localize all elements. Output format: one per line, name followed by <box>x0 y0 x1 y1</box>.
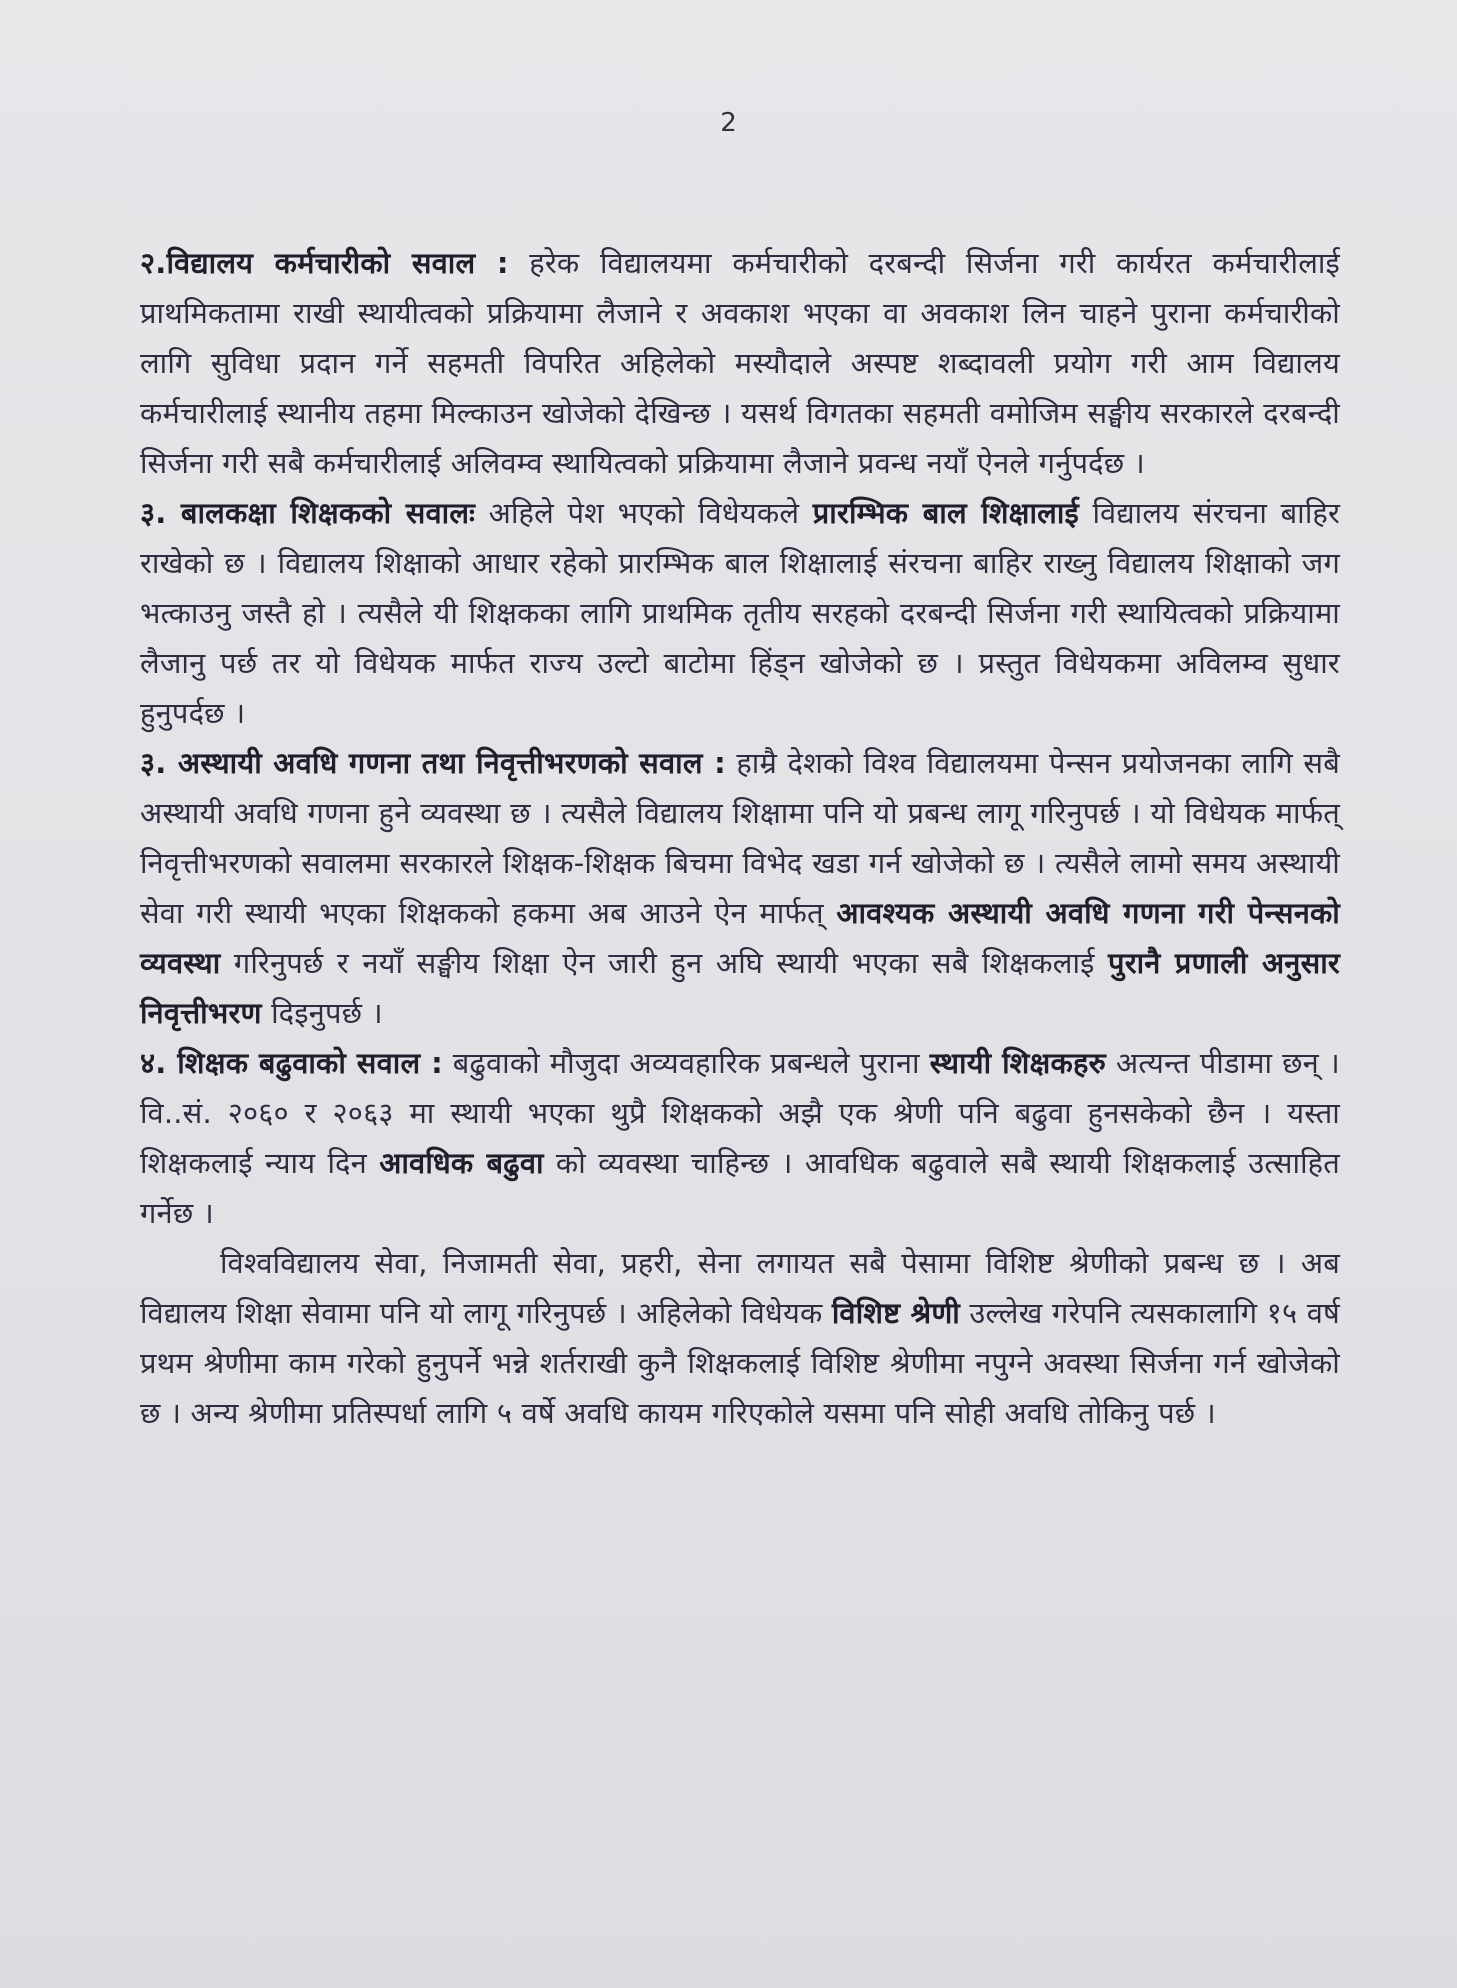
document-body <box>140 238 1340 1438</box>
emphasis-text: विशिष्ट श्रेणी <box>831 1296 960 1330</box>
section-special-grade <box>140 1238 1340 1438</box>
section-text: गरिनुपर्छ र नयाँ सङ्घीय शिक्षा ऐन जारी हुन अघि स्थायी भएका सबै शिक्षकलाई <box>220 946 1109 980</box>
section-text: को व्यवस्था चाहिन्छ । आवधिक बढुवाले सबै स्थायी शिक्षकलाई उत्साहित गर्नेछ । <box>140 1146 1340 1230</box>
emphasis-text: पुरानै प्रणाली अनुसार निवृत्तीभरण <box>140 946 1340 1030</box>
section-heading: ३. बालकक्षा शिक्षकको सवालः <box>140 496 476 530</box>
emphasis-text: स्थायी शिक्षकहरु <box>929 1046 1107 1080</box>
section-text: बढुवाको मौजुदा अव्यवहारिक प्रबन्धले पुराना <box>442 1046 930 1080</box>
emphasis-text: आवधिक बढुवा <box>379 1146 544 1180</box>
section-text: दिइनुपर्छ । <box>261 996 383 1030</box>
section-text: हरेक विद्यालयमा कर्मचारीको दरबन्दी सिर्जना गरी कार्यरत कर्मचारीलाई प्राथमिकतामा राखी स्थायीत्वको प्रक्रियामा लैजाने र अवकाश भएका वा अवकाश लिन चाहने पुराना कर्मचारीको लागि सुविधा प्रदान गर्ने सहमती विपरित अहिलेको मस्यौदाले अस्पष्ट शब्दावली प्रयोग गरी आम विद्यालय कर्मचारीलाई स्थानीय तहमा मिल्काउन खोजेको देखिन्छ । यसर्थ विगतका सहमती वमोजिम सङ्घीय सरकारले दरबन्दी सिर्जना गरी सबै कर्मचारीलाई अलिवम्व स्थायित्वको प्रक्रियामा लैजाने प्रवन्ध नयाँ ऐनले गर्नुपर्दछ । <box>140 246 1341 480</box>
section-text: विश्वविद्यालय सेवा, निजामती सेवा, प्रहरी, सेना लगायत सबै पेसामा विशिष्ट श्रेणीको प्रबन्ध छ । अब विद्यालय शिक्षा सेवामा पनि यो लागू गरिनुपर्छ । अहिलेको विधेयक <box>140 1246 1340 1330</box>
section-text: विद्यालय संरचना बाहिर राखेको छ । विद्यालय शिक्षाको आधार रहेको प्रारम्भिक बाल शिक्षालाई संरचना बाहिर राख्नु विद्यालय शिक्षाको जग भत्काउनु जस्तै हो । त्यसैले यी शिक्षकका लागि प्राथमिक तृतीय सरहको दरबन्दी सिर्जना गरी स्थायित्वको प्रक्रियामा लैजानु पर्छ तर यो विधेयक मार्फत राज्य उल्टो बाटोमा हिंड्न खोजेको छ । प्रस्तुत विधेयकमा अविलम्व सुधार हुनुपर्दछ । <box>140 496 1341 730</box>
section-teacher-promotion-issue <box>140 1038 1340 1238</box>
page-number: 2 <box>720 108 737 138</box>
section-staff-issue <box>140 238 1340 488</box>
section-child-class-teacher-issue <box>140 488 1340 738</box>
section-text: अहिले पेश भएको विधेयकले <box>475 496 813 530</box>
emphasis-text: आवश्यक अस्थायी अवधि गणना गरी पेन्सनको व्यवस्था <box>140 896 1340 980</box>
section-text: हाम्रै देशको विश्व विद्यालयमा पेन्सन प्रयोजनका लागि सबै अस्थायी अवधि गणना हुने व्यवस्था छ । त्यसैले विद्यालय शिक्षामा पनि यो प्रबन्ध लागू गरिनुपर्छ । यो विधेयक मार्फत् निवृत्तीभरणको सवालमा सरकारले शिक्षक-शिक्षक बिचमा विभेद खडा गर्न खोजेको छ । त्यसैले लामो समय अस्थायी सेवा गरी स्थायी भएका शिक्षकको हकमा अब आउने ऐन मार्फत् <box>140 746 1340 930</box>
emphasis-text: प्रारम्भिक बाल शिक्षालाई <box>812 496 1079 530</box>
section-heading: ४. शिक्षक बढुवाको सवाल : <box>140 1046 443 1080</box>
section-text: उल्लेख गरेपनि त्यसकालागि १५ वर्ष प्रथम श्रेणीमा काम गरेको हुनुपर्ने भन्ने शर्तराखी कुनै शिक्षकलाई विशिष्ट श्रेणीमा नपुग्ने अवस्था सिर्जना गर्न खोजेको छ । अन्य श्रेणीमा प्रतिस्पर्धा लागि ५ वर्षे अवधि कायम गरिएकोले यसमा पनि सोही अवधि तोकिनु पर्छ । <box>140 1296 1340 1430</box>
section-text: अत्यन्त पीडामा छन् । वि..सं. २०६० र २०६३ मा स्थायी भएका थुप्रै शिक्षकको अझै एक श्रेणी पनि बढुवा हुनसकेको छैन । यस्ता शिक्षकलाई न्याय दिन <box>140 1046 1340 1180</box>
section-heading: २.विद्यालय कर्मचारीको सवाल : <box>140 246 509 280</box>
section-temporary-period-pension-issue <box>140 738 1340 1038</box>
section-heading: ३. अस्थायी अवधि गणना तथा निवृत्तीभरणको सवाल : <box>140 746 726 780</box>
